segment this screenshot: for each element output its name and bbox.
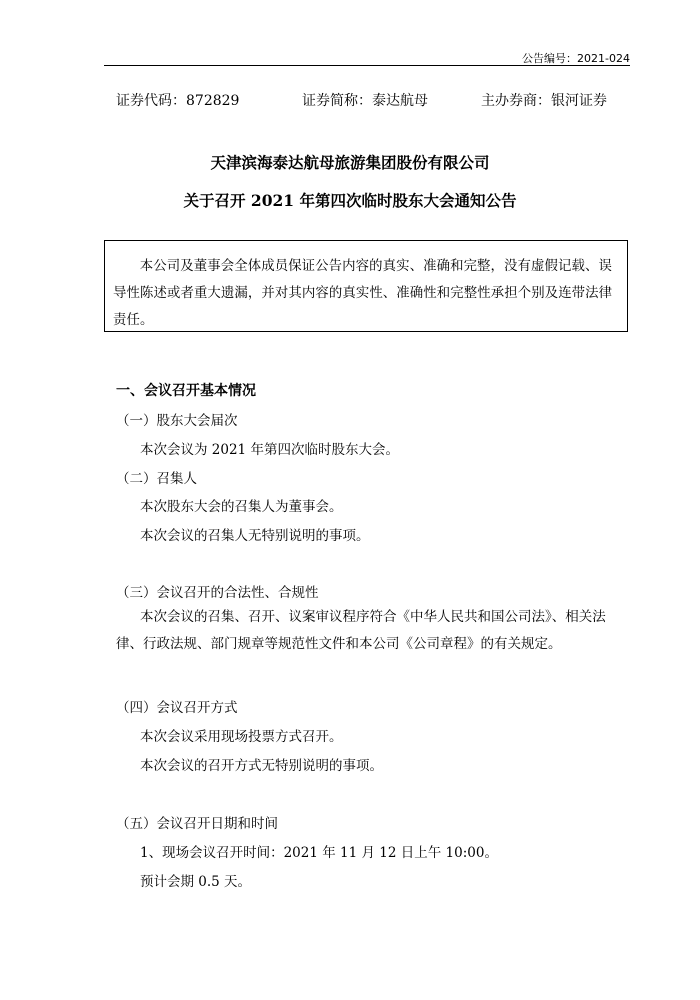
subsection-2-heading: （二）召集人 [116,471,197,487]
subsection-4-heading: （四）会议召开方式 [116,700,238,716]
subsection-1-paragraph: 本次会议为 2021 年第四次临时股东大会。 [140,442,399,458]
announcement-title: 关于召开 2021 年第四次临时股东大会通知公告 [183,191,517,210]
subsection-1-heading: （一）股东大会届次 [116,413,238,429]
subsection-2-paragraph-1: 本次股东大会的召集人为董事会。 [140,499,343,515]
disclaimer-box: 本公司及董事会全体成员保证公告内容的真实、准确和完整，没有虚假记载、误导性陈述或者重大遗漏，并对其内容的真实性、准确性和完整性承担个别及连带法律责任。 [104,240,628,332]
subsection-2-paragraph-2: 本次会议的召集人无特别说明的事项。 [140,528,370,544]
subsection-5-paragraph-1: 1、现场会议召开时间：2021 年 11 月 12 日上午 10:00。 [140,845,498,861]
subsection-5-paragraph-2: 预计会期 0.5 天。 [140,874,252,890]
subsection-3-heading: （三）会议召开的合法性、合规性 [116,585,319,601]
subsection-3-paragraph: 本次会议的召集、召开、议案审议程序符合《中华人民共和国公司法》、相关法律、行政法规、部门规章等规范性文件和本公司《公司章程》的有关规定。 [116,609,606,652]
sponsor-broker: 主办券商：银河证券 [481,93,607,109]
stock-abbreviation: 证券简称：泰达航母 [302,93,428,109]
header-rule [104,65,630,66]
subsection-4-paragraph-1: 本次会议采用现场投票方式召开。 [140,729,343,745]
subsection-5-heading: （五）会议召开日期和时间 [116,816,278,832]
stock-info-line [116,90,630,110]
stock-code: 证券代码：872829 [116,93,240,109]
section-1-heading: 一、会议召开基本情况 [116,383,256,399]
notice-number: 公告编号：2021-024 [522,52,630,65]
company-name-title: 天津滨海泰达航母旅游集团股份有限公司 [210,153,490,172]
subsection-4-paragraph-2: 本次会议的召开方式无特别说明的事项。 [140,758,383,774]
